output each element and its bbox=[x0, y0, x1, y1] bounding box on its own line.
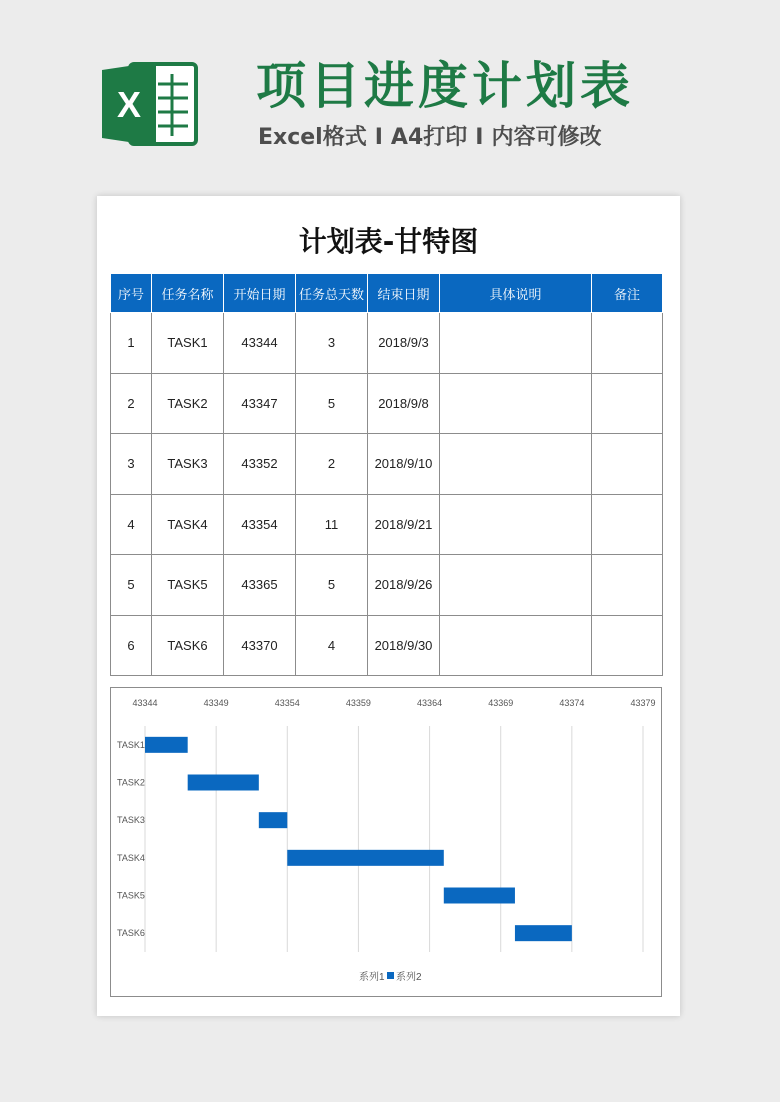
column-header: 备注 bbox=[592, 274, 663, 313]
table-cell[interactable]: 43354 bbox=[224, 494, 296, 555]
legend-label: 系列1 bbox=[359, 972, 385, 983]
x-tick-label: 43369 bbox=[488, 698, 514, 708]
table-cell[interactable]: 43365 bbox=[224, 555, 296, 616]
table-cell[interactable] bbox=[440, 373, 592, 434]
category-label: TASK4 bbox=[117, 852, 145, 863]
table-cell[interactable]: 5 bbox=[296, 373, 368, 434]
gantt-bar bbox=[188, 775, 259, 791]
subtitle-separator: I bbox=[374, 125, 383, 150]
subtitle-format: Excel格式 bbox=[258, 125, 367, 150]
table-cell[interactable]: 2018/9/3 bbox=[368, 313, 440, 374]
table-cell[interactable]: 43344 bbox=[224, 313, 296, 374]
x-tick-label: 43379 bbox=[630, 698, 656, 708]
table-cell[interactable]: 5 bbox=[111, 555, 152, 616]
category-label: TASK1 bbox=[117, 739, 145, 750]
gantt-bar bbox=[515, 925, 572, 941]
table-cell[interactable]: 2018/9/21 bbox=[368, 494, 440, 555]
table-cell[interactable]: TASK1 bbox=[152, 313, 224, 374]
legend-swatch bbox=[387, 972, 394, 979]
category-label: TASK3 bbox=[117, 815, 145, 826]
x-tick-label: 43374 bbox=[559, 698, 585, 708]
header bbox=[0, 0, 780, 190]
page-title: 项目进度计划表 bbox=[256, 57, 634, 115]
gantt-chart-svg bbox=[111, 688, 661, 996]
subtitle-editable: 内容可修改 bbox=[491, 125, 602, 150]
table-cell[interactable] bbox=[440, 313, 592, 374]
column-header: 具体说明 bbox=[440, 274, 592, 313]
table-cell[interactable]: TASK4 bbox=[152, 494, 224, 555]
table-cell[interactable]: TASK5 bbox=[152, 555, 224, 616]
table-cell[interactable] bbox=[440, 494, 592, 555]
table-cell[interactable]: 2018/9/26 bbox=[368, 555, 440, 616]
table-cell[interactable]: 2 bbox=[111, 373, 152, 434]
table-row bbox=[111, 434, 663, 495]
table-cell[interactable]: 6 bbox=[111, 615, 152, 676]
category-label: TASK2 bbox=[117, 777, 145, 788]
table-cell[interactable]: TASK3 bbox=[152, 434, 224, 495]
column-header: 任务总天数 bbox=[296, 274, 368, 313]
x-tick-label: 43359 bbox=[345, 698, 371, 708]
subtitle bbox=[258, 122, 678, 154]
sheet-title: 计划表-甘特图 bbox=[298, 225, 479, 258]
table-cell[interactable]: 2018/9/10 bbox=[368, 434, 440, 495]
table-row bbox=[111, 373, 663, 434]
table-row bbox=[111, 555, 663, 616]
excel-logo-icon bbox=[100, 58, 200, 150]
table-cell[interactable] bbox=[592, 313, 663, 374]
table-row bbox=[111, 494, 663, 555]
gantt-bar bbox=[287, 850, 444, 866]
x-tick-label: 43349 bbox=[203, 698, 229, 708]
subtitle-separator: I bbox=[475, 125, 484, 150]
table-cell[interactable] bbox=[592, 373, 663, 434]
logo-letter: X bbox=[116, 84, 142, 125]
table-row bbox=[111, 313, 663, 374]
table-cell[interactable]: 11 bbox=[296, 494, 368, 555]
table-cell[interactable]: 43370 bbox=[224, 615, 296, 676]
table-cell[interactable]: 43352 bbox=[224, 434, 296, 495]
column-header: 开始日期 bbox=[224, 274, 296, 313]
table-cell[interactable]: 4 bbox=[111, 494, 152, 555]
table-cell[interactable]: 1 bbox=[111, 313, 152, 374]
column-header: 任务名称 bbox=[152, 274, 224, 313]
table-cell[interactable]: 3 bbox=[296, 313, 368, 374]
table-cell[interactable]: 43347 bbox=[224, 373, 296, 434]
table-cell[interactable] bbox=[592, 555, 663, 616]
x-tick-label: 43354 bbox=[274, 698, 300, 708]
column-header: 结束日期 bbox=[368, 274, 440, 313]
table-cell[interactable] bbox=[592, 615, 663, 676]
table-cell[interactable]: 2 bbox=[296, 434, 368, 495]
gantt-chart bbox=[110, 687, 662, 997]
table-cell[interactable]: 2018/9/8 bbox=[368, 373, 440, 434]
table-cell[interactable]: TASK6 bbox=[152, 615, 224, 676]
table-cell[interactable]: 2018/9/30 bbox=[368, 615, 440, 676]
category-label: TASK5 bbox=[117, 890, 145, 901]
legend-label: 系列2 bbox=[396, 972, 422, 983]
column-header: 序号 bbox=[111, 274, 152, 313]
table-cell[interactable] bbox=[440, 615, 592, 676]
table-cell[interactable] bbox=[592, 434, 663, 495]
category-label: TASK6 bbox=[117, 928, 145, 939]
x-tick-label: 43344 bbox=[132, 698, 158, 708]
table-row bbox=[111, 615, 663, 676]
gantt-bar bbox=[444, 888, 515, 904]
table-cell[interactable]: 3 bbox=[111, 434, 152, 495]
table-cell[interactable] bbox=[440, 555, 592, 616]
subtitle-paper: A4打印 bbox=[390, 125, 468, 150]
gantt-bar bbox=[259, 812, 287, 828]
table-header-row bbox=[111, 274, 663, 313]
plan-table bbox=[110, 274, 663, 676]
x-tick-label: 43364 bbox=[417, 698, 443, 708]
table-cell[interactable]: 4 bbox=[296, 615, 368, 676]
table-cell[interactable]: TASK2 bbox=[152, 373, 224, 434]
table-cell[interactable] bbox=[592, 494, 663, 555]
table-cell[interactable] bbox=[440, 434, 592, 495]
table-cell[interactable]: 5 bbox=[296, 555, 368, 616]
document-sheet bbox=[97, 196, 680, 1016]
gantt-bar bbox=[145, 737, 188, 753]
